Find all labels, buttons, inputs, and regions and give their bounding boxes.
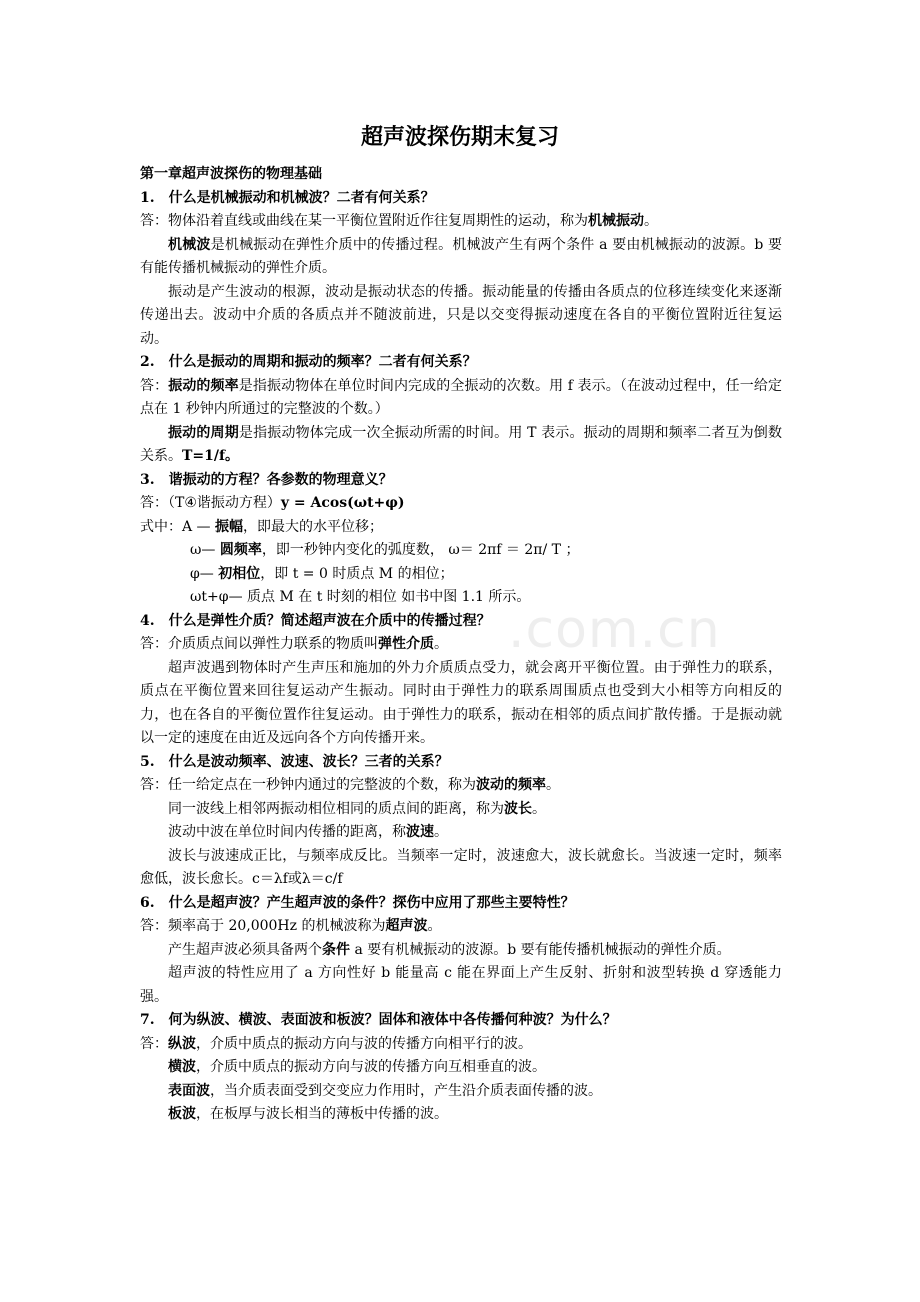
term: 圆频率 [219, 542, 262, 558]
term: 横波 [168, 1059, 196, 1075]
answer-4-para-1 [140, 633, 782, 657]
text: 答：物体沿着直线或曲线在某一平衡位置附近作往复周期性的运动，称为 [140, 213, 588, 229]
answer-7-line-4 [140, 1103, 782, 1127]
answer-6-para-1 [140, 915, 782, 939]
text: 答： [140, 377, 169, 394]
answer-1-para-1 [140, 210, 782, 234]
text: 答：介质质点间以弹性力联系的物质叫 [140, 636, 378, 652]
text: 答：频率高于 20,000Hz 的机械波称为 [140, 918, 386, 934]
text: 波动中波在单位时间内传播的距离，称 [168, 824, 406, 840]
text: 。 [434, 636, 448, 652]
text: 是指振动物体完成一次全振动所需的时间。用 T 表示。振动的周期和频率二者互为倒数关系。 [140, 424, 782, 464]
text: 。 [434, 824, 448, 840]
term: 振动的频率 [168, 377, 239, 394]
text: 同一波线上相邻两振动相位相同的质点间的距离，称为 [168, 800, 504, 817]
answer-3-line-5: ωt+φ— 质点 M 在 t 时刻的相位 如书中图 1.1 所示。 [190, 589, 531, 605]
term: 初相位 [218, 565, 261, 582]
term: 弹性介质 [378, 636, 434, 652]
term: 波长 [504, 800, 532, 817]
text: ω— [190, 542, 220, 558]
chapter-heading: 第一章超声波探伤的物理基础 [140, 166, 322, 182]
answer-5-para-4 [140, 845, 782, 892]
text: ，即最大的水平位移； [243, 518, 384, 535]
text: ，介质中质点的振动方向与波的传播方向相平行的波。 [196, 1035, 532, 1052]
text: 答：（T④谐振动方程） [140, 495, 281, 511]
text: 。 [546, 777, 560, 793]
term: 条件 [322, 941, 350, 958]
answer-5-para-1 [140, 774, 782, 798]
text: ，在板厚与波长相当的薄板中传播的波。 [196, 1106, 448, 1122]
term: 板波 [168, 1106, 196, 1122]
question-3: 3. 谐振动的方程？各参数的物理意义？ [140, 471, 393, 488]
term: 表面波 [168, 1082, 210, 1099]
formula: c＝λf或λ＝c/f [252, 871, 343, 887]
answer-7-line-2 [140, 1056, 782, 1080]
text: 。 [532, 800, 546, 817]
text: 。 [427, 918, 442, 934]
question-4: 4. 什么是弹性介质？简述超声波在介质中的传播过程？ [140, 612, 491, 629]
term: 波速 [406, 824, 434, 840]
text: 是指振动物体在单位时间内完成的全振动的次数。用 f 表示。（在波动过程中，任一给定点在 1 秒钟内所通过的完整波的个数。） [140, 377, 783, 417]
answer-3-line-1 [140, 492, 782, 516]
answer-5-para-2 [140, 798, 782, 822]
answer-2-para-1 [140, 375, 782, 422]
answer-6-para-3: 超声波的特性应用了 a 方向性好 b 能量高 c 能在界面上产生反射、折射和波型转换 d 穿透能力强。 [140, 965, 782, 1005]
term: 超声波 [385, 918, 428, 934]
text: ，即一秒钟内变化的弧度数， ω＝ 2πf ＝ 2π/ T ； [261, 542, 580, 558]
page-title: 超声波探伤期末复习 [360, 124, 559, 150]
text: ，当介质表面受到交变应力作用时，产生沿介质表面传播的波。 [210, 1082, 602, 1099]
formula: T=1/f。 [182, 448, 240, 464]
answer-3-line-4 [140, 563, 782, 587]
text: 答： [140, 1035, 168, 1052]
text: 式中：A — [140, 518, 216, 535]
answer-3-line-2 [140, 516, 782, 540]
text: 波长与波速成正比，与频率成反比。当频率一定时，波速愈大，波长就愈长。当波速一定时，频率愈低，波长愈长。 [140, 847, 782, 887]
answer-5-para-3 [140, 821, 782, 845]
term: 波动的频率 [476, 777, 546, 793]
question-6: 6. 什么是超声波？产生超声波的条件？探伤中应用了那些主要特性？ [140, 894, 575, 911]
document-body [140, 163, 782, 1127]
text: 。 [644, 213, 658, 229]
text: 答：任一给定点在一秒钟内通过的完整波的个数，称为 [140, 777, 476, 793]
formula: y = Acos(ωt+φ) [280, 495, 405, 511]
term: 机械振动 [588, 213, 644, 229]
text: φ— [190, 565, 219, 582]
text: ，介质中质点的振动方向与波的传播方向互相垂直的波。 [196, 1059, 546, 1075]
answer-7-line-3 [140, 1080, 782, 1104]
term: 振动的周期 [168, 424, 239, 441]
term: 纵波 [168, 1035, 196, 1052]
question-1: 1. 什么是机械振动和机械波？二者有何关系？ [140, 189, 435, 206]
term: 振幅 [215, 518, 244, 535]
answer-7-line-1 [140, 1033, 782, 1057]
answer-1-para-2 [140, 234, 782, 281]
question-7: 7. 何为纵波、横波、表面波和板波？固体和液体中各传播何种波？为什么？ [140, 1012, 617, 1028]
term: 机械波 [168, 236, 211, 253]
answer-3-line-3 [140, 539, 782, 563]
text: a 要有机械振动的波源。b 要有能传播机械振动的弹性介质。 [350, 941, 731, 958]
answer-1-para-3: 振动是产生波动的根源，波动是振动状态的传播。振动能量的传播由各质点的位移连续变化来逐渐传递出去。波动中介质的各质点并不随波前进，只是以交变得振动速度在各自的平衡位置附近往复运动。 [140, 283, 782, 347]
answer-2-para-2 [140, 422, 782, 469]
watermark: .com.cn [508, 600, 721, 660]
answer-6-para-2 [140, 939, 782, 963]
text: ，即 t = 0 时质点 M 的相位； [260, 565, 454, 582]
text: 是机械振动在弹性介质中的传播过程。机械波产生有两个条件 a 要由机械振动的波源。b 要有能传播机械振动的弹性介质。 [140, 236, 782, 276]
question-2: 2. 什么是振动的周期和振动的频率？二者有何关系？ [140, 354, 477, 370]
answer-4-para-2: 超声波遇到物体时产生声压和施加的外力介质质点受力，就会离开平衡位置。由于弹性力的联系，质点在平衡位置来回往复运动产生振动。同时由于弹性力的联系周围质点也受到大小相等方向相反的力，也在各自的平衡位置作往复运动。由于弹性力的联系，振动在相邻的质点间扩散传播。于是振动就以一定的速度在由近及远向各个方向传播开来。 [140, 659, 782, 746]
question-5: 5. 什么是波动频率、波速、波长？三者的关系？ [140, 753, 449, 770]
text: 产生超声波必须具备两个 [168, 941, 322, 958]
